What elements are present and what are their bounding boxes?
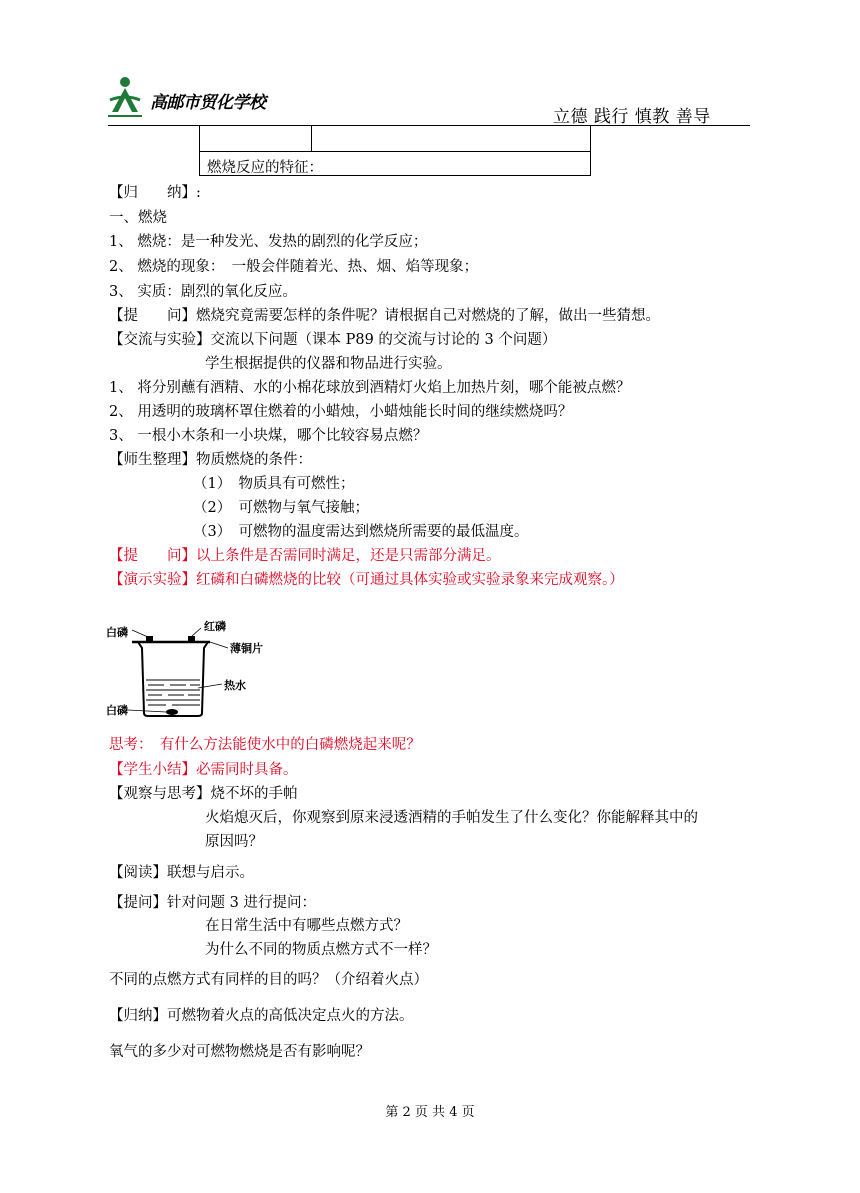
question-3: 3、 一根小木条和一小块煤，哪个比较容易点燃？ — [109, 428, 428, 444]
label-hot-water: 热水 — [224, 679, 246, 692]
exchange-experiment-line: 【交流与实验】交流以下问题（课本 P89 的交流与讨论的 3 个问题） — [109, 332, 557, 348]
label-copper-sheet: 薄铜片 — [230, 642, 263, 655]
ask-question-line: 【提问】针对问题 3 进行提问： — [109, 895, 316, 911]
conditions-heading: 【师生整理】物质燃烧的条件： — [109, 452, 312, 468]
table-feature-label: 燃烧反应的特征： — [207, 160, 323, 176]
section-combustion: 一、燃烧 — [109, 210, 167, 226]
condition-3: （3） 可燃物的温度需达到燃烧所需要的最低温度。 — [193, 524, 529, 540]
thinking-question: 思考： 有什么方法能使水中的白磷燃烧起来呢？ — [109, 737, 421, 753]
ignition-methods-question: 在日常生活中有哪些点燃方式？ — [205, 918, 408, 934]
question-2: 2、 用透明的玻璃杯罩住燃着的小蜡烛，小蜡烛能长时间的继续燃烧吗？ — [109, 404, 573, 420]
question-line: 【提 问】燃烧究竟需要怎样的条件呢？请根据自己对燃烧的了解，做出一些猜想。 — [109, 308, 660, 324]
ignition-point-summary: 【归纳】可燃物着火点的高低决定点火的方法。 — [109, 1008, 414, 1024]
feature-table — [199, 126, 591, 176]
condition-2: （2） 可燃物与氧气接触； — [193, 500, 369, 516]
handkerchief-question-1: 火焰熄灭后，你观察到原来浸透酒精的手帕发生了什么变化？你能解释其中的 — [205, 810, 698, 826]
table-row — [200, 126, 590, 152]
label-white-phosphorus-bottom: 白磷 — [106, 704, 128, 717]
page-number: 第 2 页 共 4 页 — [385, 1105, 475, 1120]
condition-1: （1） 物质具有可燃性； — [193, 476, 355, 492]
handkerchief-question-2: 原因吗？ — [205, 834, 263, 850]
oxygen-question: 氧气的多少对可燃物燃烧是否有影响呢？ — [109, 1044, 370, 1060]
observe-think-heading: 【观察与思考】烧不坏的手帕 — [109, 786, 298, 802]
reading-line: 【阅读】联想与启示。 — [109, 865, 254, 881]
summary-heading: 【归 纳】: — [109, 185, 201, 201]
school-logo — [106, 72, 286, 122]
definition-line: 1、 燃烧：是一种发光、发热的剧烈的化学反应； — [109, 234, 428, 250]
phenomenon-line: 2、 燃烧的现象： 一般会伴随着光、热、烟、焰等现象； — [109, 259, 479, 275]
essence-line: 3、 实质：剧烈的氧化反应。 — [109, 284, 297, 300]
label-red-phosphorus: 红磷 — [204, 620, 226, 633]
student-experiment-line: 学生根据提供的仪器和物品进行实验。 — [205, 356, 452, 372]
ignition-diff-question: 为什么不同的物质点燃方式不一样？ — [205, 942, 437, 958]
phosphorus-experiment-diagram — [106, 618, 276, 722]
student-summary: 【学生小结】必需同时具备。 — [109, 762, 298, 778]
school-name: 高邮市贸化学校 — [150, 93, 266, 113]
beaker-diagram-icon — [106, 618, 276, 722]
label-white-phosphorus-top: 白磷 — [106, 626, 128, 639]
question-simultaneous: 【提 问】以上条件是否需同时满足，还是只需部分满足。 — [109, 548, 501, 564]
school-motto: 立德 践行 慎教 善导 — [553, 107, 711, 127]
ignition-purpose-question: 不同的点燃方式有同样的目的吗？（介绍着火点） — [109, 972, 428, 988]
demo-experiment-line: 【演示实验】红磷和白磷燃烧的比较（可通过具体实验或实验录象来完成观察。） — [109, 572, 624, 588]
question-1: 1、 将分别蘸有酒精、水的小棉花球放到酒精灯火焰上加热片刻，哪个能被点燃？ — [109, 380, 631, 396]
